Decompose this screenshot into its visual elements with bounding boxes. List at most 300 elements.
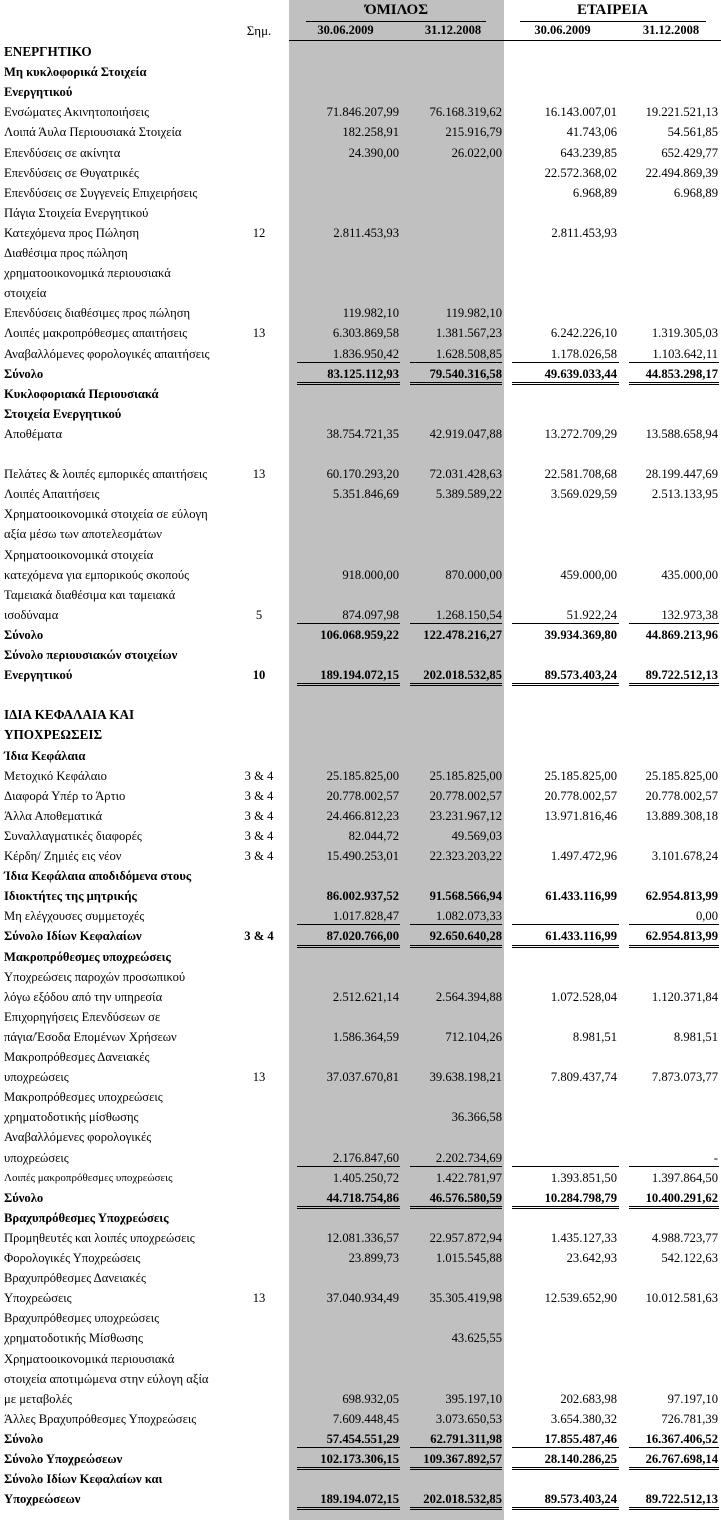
table-row: [0, 1127, 721, 1147]
total-rule: [297, 382, 400, 385]
value-company-2009: 2.811.453,93: [551, 225, 617, 240]
value-group-2008: 46.576.580,59: [429, 1190, 502, 1205]
table-row: [0, 1369, 721, 1389]
row-label: Λοιπά Άυλα Περιουσιακά Στοιχεία: [4, 125, 182, 140]
total-rule: [629, 945, 719, 948]
row-label: Ενσώματες Ακινητοποιήσεις: [4, 105, 150, 120]
table-row: [0, 1087, 721, 1107]
total-rule: [512, 362, 619, 363]
value-company-2008: 10.012.581,63: [645, 1291, 718, 1306]
table-row: [0, 1168, 721, 1188]
table-row: [0, 665, 721, 685]
table-row: [0, 1469, 721, 1489]
row-label: Άλλα Αποθεματικά: [4, 808, 103, 823]
value-company-2009: 25.185.825,00: [544, 768, 617, 783]
row-label: λόγω εξόδου από την υπηρεσία: [4, 989, 163, 1004]
table-row: [0, 947, 721, 967]
table-row: [0, 102, 721, 122]
row-label: Επενδύσεις σε ακίνητα: [4, 145, 121, 160]
value-group-2009: 57.454.551,29: [326, 1431, 399, 1446]
row-label: Σύνολο: [4, 366, 44, 381]
value-company-2008: 1.397.864,50: [651, 1170, 718, 1185]
value-company-2008: 10.400.291,62: [645, 1190, 718, 1205]
value-company-2008: 28.199.447,69: [645, 467, 718, 482]
value-company-2009: 643.239,85: [560, 145, 617, 160]
row-label: Διαθέσιμα προς πώληση: [4, 246, 128, 260]
table-row: [0, 1248, 721, 1268]
total-rule: [512, 1166, 619, 1167]
row-label: Πάγια Στοιχεία Ενεργητικού: [4, 205, 149, 220]
value-company-2008: 1.103.642,11: [652, 346, 718, 361]
table-row: [0, 163, 721, 183]
value-group-2008: 62.791.311,98: [430, 1431, 502, 1446]
row-label: Επιχορηγήσεις Επενδύσεων σε: [4, 1009, 161, 1024]
table-row: [0, 364, 721, 384]
row-label: Σύνολο Ιδίων Κεφαλαίων και: [4, 1472, 163, 1487]
table-row: [0, 565, 721, 585]
value-company-2008: 726.781,39: [661, 1411, 718, 1426]
value-company-2008: 8.981,51: [673, 1029, 718, 1044]
row-label: αξία μέσω των αποτελεσμάτων: [4, 527, 162, 542]
value-group-2009: 182.258,91: [342, 125, 399, 140]
value-group-2009: 6.303.869,58: [332, 326, 399, 341]
row-label: Υποχρεώσεις: [4, 1291, 72, 1306]
value-group-2009: 24.466.812,23: [326, 808, 399, 823]
table-row: [0, 1148, 721, 1168]
total-rule: [512, 1467, 619, 1470]
note-column-header: Σημ.: [246, 23, 272, 38]
value-company-2008: 435.000,00: [661, 567, 718, 582]
row-label: Σύνολο Υποχρεώσεων: [4, 1452, 123, 1466]
table-row: [0, 886, 721, 906]
table-row: [0, 82, 721, 102]
row-label: Ίδια Κεφάλαια αποδιδόμενα στους: [4, 869, 192, 884]
value-group-2008: 1.381.567,23: [435, 326, 502, 341]
value-company-2009: 89.573.403,24: [544, 1492, 617, 1507]
table-row: [0, 846, 721, 866]
table-row: [0, 545, 721, 565]
table-row: [0, 826, 721, 846]
total-rule: [512, 382, 619, 385]
value-group-2009: 15.490.253,01: [326, 849, 399, 863]
row-label: χρηματοδοτικής μίσθωσης: [4, 1110, 139, 1125]
date-header-company-2008: 31.12.2008: [642, 23, 700, 37]
value-group-2008: 43.625,55: [451, 1331, 502, 1346]
row-label: Ενεργητικού: [4, 668, 73, 683]
value-group-2008: 1.015.545,88: [435, 1251, 502, 1265]
table-row: [0, 384, 721, 404]
value-group-2008: 119.982,10: [445, 306, 502, 321]
table-row: [0, 524, 721, 544]
row-label: Χρηματοοικονομικά περιουσιακά: [4, 1351, 175, 1366]
total-rule: [512, 924, 619, 925]
total-rule: [410, 1467, 502, 1470]
row-label: Μακροπρόθεσμες Δανειακές: [4, 1050, 150, 1064]
row-label: χρηματοοικονομικά περιουσιακά: [4, 266, 171, 281]
value-company-2009: 41.743,06: [566, 125, 617, 140]
value-group-2008: 36.366,58: [451, 1110, 502, 1125]
value-company-2008: 13.588.658,94: [645, 426, 718, 441]
row-label: Αναβαλλόμενες φορολογικές απαιτήσεις: [4, 346, 210, 361]
value-company-2009: 16.143.007,01: [544, 105, 617, 120]
total-rule: [297, 623, 400, 624]
row-label: στοιχεία: [4, 286, 47, 301]
table-row: [0, 263, 721, 283]
value-group-2008: 202.018.532,85: [423, 668, 502, 683]
row-label: Ιδιοκτήτες της μητρικής: [4, 889, 137, 904]
value-group-2008: 2.564.394,88: [435, 989, 502, 1004]
value-group-2009: 1.586.364,59: [332, 1029, 399, 1044]
row-label: χρηματοδοτικής Μίσθωσης: [4, 1331, 143, 1346]
value-group-2008: 23.231.967,12: [429, 808, 502, 823]
table-row: [0, 1489, 721, 1509]
table-row: [0, 685, 721, 705]
table-row: [0, 444, 721, 464]
table-row: [0, 967, 721, 987]
row-label: Σύνολο: [4, 627, 44, 642]
value-company-2009: 13.971.816,46: [544, 808, 617, 823]
row-label: Επενδύσεις σε Θυγατρικές: [4, 165, 139, 180]
value-group-2009: 5.351.846,69: [332, 487, 399, 502]
table-row: [0, 143, 721, 163]
row-label: Κέρδη/ Ζημιές εις νέον: [4, 849, 122, 863]
value-company-2009: 61.433.116,99: [545, 889, 617, 904]
row-label: ΙΔΙΑ ΚΕΦΑΛΑΙΑ ΚΑΙ: [4, 707, 135, 723]
total-rule: [410, 945, 502, 948]
total-rule: [512, 683, 619, 686]
table-row: [0, 926, 721, 946]
table-row: [0, 1328, 721, 1348]
total-rule: [297, 1507, 400, 1510]
value-group-2009: 38.754.721,35: [326, 426, 399, 441]
table-row: [0, 1208, 721, 1228]
total-rule: [512, 1206, 619, 1209]
value-group-2009: 1.836.950,42: [332, 346, 399, 361]
value-company-2009: 10.284.798,79: [544, 1190, 617, 1205]
value-company-2008: 6.968,89: [673, 185, 718, 200]
table-row: [0, 1409, 721, 1429]
value-group-2009: 60.170.293,20: [326, 467, 399, 482]
table-row: [0, 323, 721, 343]
value-group-2009: 37.037.670,81: [326, 1070, 399, 1085]
header-bottom-rule: [289, 40, 721, 41]
value-company-2009: 22.581.708,68: [544, 467, 617, 482]
row-label: υποχρεώσεις: [4, 1150, 69, 1165]
total-rule: [297, 924, 400, 925]
table-row: [0, 746, 721, 766]
value-group-2008: 109.367.892,57: [423, 1452, 502, 1466]
table-row: [0, 605, 721, 625]
row-note: 3 & 4: [244, 849, 274, 863]
value-group-2008: 79.540.316,58: [429, 366, 502, 381]
value-group-2009: 698.932,05: [342, 1391, 399, 1406]
value-company-2008: 0,00: [695, 909, 718, 924]
date-header-group-2009: 30.06.2009: [317, 23, 374, 37]
row-label: Κατεχόμενα προς Πώληση: [4, 225, 140, 240]
row-label: ΥΠΟΧΡΕΩΣΕΙΣ: [4, 727, 103, 743]
group-header-rule: [306, 21, 486, 22]
value-company-2008: 3.101.678,24: [651, 849, 718, 863]
value-group-2009: 1.405.250,72: [332, 1170, 399, 1185]
value-company-2008: 1.120.371,84: [651, 989, 718, 1004]
value-company-2009: 22.572.368,02: [544, 165, 617, 180]
value-company-2009: 51.922,24: [566, 607, 617, 622]
row-note: 3 & 4: [244, 768, 274, 783]
value-group-2008: 92.650.640,28: [429, 929, 502, 944]
value-group-2008: 35.305.419,98: [429, 1291, 502, 1306]
value-company-2008: 44.853.298,17: [645, 366, 718, 381]
value-company-2008: 2.513.133,95: [651, 487, 718, 502]
row-note: 3 & 4: [244, 828, 274, 843]
row-label: Λοιπές μακροπρόθεσμες απαιτήσεις: [4, 326, 188, 341]
value-group-2008: 42.919.047,88: [429, 426, 502, 441]
value-company-2009: 6.242.226,10: [550, 326, 617, 341]
value-company-2008: -: [713, 1150, 718, 1165]
value-group-2008: 72.031.428,63: [429, 467, 502, 482]
value-group-2008: 2.202.734,69: [435, 1150, 502, 1165]
value-group-2008: 22.957.872,94: [429, 1230, 502, 1245]
row-label: κατεχόμενα για εμπορικούς σκοπούς: [4, 567, 190, 582]
row-label: Υποχρεώσεις παροχών προσωπικού: [4, 969, 186, 984]
row-note: 13: [252, 1070, 266, 1085]
value-group-2009: 1.017.828,47: [332, 909, 399, 924]
table-row: [0, 122, 721, 142]
row-note: 3 & 4: [244, 929, 274, 944]
value-company-2009: 202.683,98: [560, 1391, 617, 1406]
value-group-2009: 2.512.621,14: [332, 989, 399, 1004]
table-row: [0, 1268, 721, 1288]
total-rule: [629, 382, 719, 385]
total-rule: [297, 945, 400, 948]
value-group-2009: 106.068.959,22: [320, 627, 399, 642]
value-group-2009: 20.778.002,57: [326, 788, 399, 803]
value-group-2009: 189.194.072,15: [320, 1492, 399, 1507]
table-row: [0, 987, 721, 1007]
value-group-2008: 22.323.203,22: [429, 849, 502, 863]
row-label: Σύνολο: [4, 1431, 44, 1446]
value-group-2008: 26.022,00: [451, 145, 502, 160]
value-company-2008: 652.429,77: [661, 145, 718, 160]
row-label: Λοιπές Απαιτήσεις: [4, 487, 100, 502]
row-note: 13: [252, 1291, 266, 1306]
table-row: [0, 705, 721, 725]
table-row: [0, 1067, 721, 1087]
total-rule: [297, 362, 400, 363]
value-company-2009: 6.968,89: [572, 185, 617, 200]
row-label: Άλλες Βραχυπρόθεσμες Υποχρεώσεις: [4, 1411, 197, 1426]
value-company-2008: 19.221.521,13: [645, 105, 718, 120]
total-rule: [629, 362, 719, 363]
row-label: Στοιχεία Ενεργητικού: [4, 406, 122, 421]
table-row: [0, 504, 721, 524]
table-row: [0, 62, 721, 82]
value-group-2009: 7.609.448,45: [332, 1411, 399, 1426]
table-row: [0, 1027, 721, 1047]
value-company-2009: 61.433.116,99: [545, 929, 617, 944]
table-row: [0, 243, 721, 263]
row-label: Βραχυπρόθεσμες υποχρεώσεις: [4, 1311, 160, 1326]
value-group-2009: 918.000,00: [342, 567, 399, 582]
row-note: 12: [252, 225, 266, 240]
table-row: [0, 786, 721, 806]
value-group-2008: 1.422.781,97: [435, 1170, 502, 1185]
value-group-2008: 395.197,10: [445, 1391, 502, 1406]
value-group-2009: 37.040.934,49: [326, 1291, 399, 1306]
value-company-2009: 13.272.709,29: [544, 426, 617, 441]
value-company-2009: 1.393.851,50: [550, 1170, 617, 1185]
total-rule: [629, 623, 719, 624]
total-rule: [410, 623, 502, 624]
total-rule: [410, 1166, 502, 1167]
value-company-2009: 1.497.472,96: [550, 849, 617, 863]
row-label: ΕΝΕΡΓΗΤΙΚΟ: [4, 44, 92, 59]
value-company-2009: 12.539.652,90: [544, 1291, 617, 1306]
row-label: Επενδύσεις σε Συγγενείς Επιχειρήσεις: [4, 185, 198, 200]
table-row: [0, 766, 721, 786]
value-company-2009: 3.654.380,32: [550, 1411, 617, 1426]
total-rule: [410, 1507, 502, 1510]
table-row: [0, 404, 721, 424]
value-group-2008: 91.568.566,94: [429, 889, 502, 904]
value-group-2008: 870.000,00: [445, 567, 502, 582]
row-label: Κυκλοφοριακά Περιουσιακά: [4, 386, 159, 401]
value-group-2008: 1.082.073,33: [435, 909, 502, 924]
row-label: Χρηματοοικονομικά στοιχεία: [4, 547, 154, 562]
row-label: Μη κυκλοφορικά Στοιχεία: [4, 65, 147, 80]
value-company-2008: 26.767.698,14: [645, 1452, 718, 1466]
table-row: [0, 585, 721, 605]
value-company-2009: 39.934.369,80: [544, 627, 617, 642]
row-label: Ίδια Κεφάλαια: [4, 748, 86, 763]
row-label: Μακροπρόθεσμες υποχρεώσεις: [4, 1090, 163, 1105]
value-group-2009: 102.173.306,15: [320, 1452, 399, 1466]
row-label: Αναβαλλόμενες φορολογικές: [4, 1130, 152, 1145]
table-row: [0, 344, 721, 364]
value-company-2009: 20.778.002,57: [544, 788, 617, 803]
value-company-2008: 97.197,10: [667, 1391, 718, 1406]
table-row: [0, 645, 721, 665]
table-row: [0, 625, 721, 645]
row-label: Λοιπές μακροπρόθεσμες υποχρεώσεις: [4, 1171, 173, 1184]
row-label: Πελάτες & λοιπές εμπορικές απαιτήσεις: [4, 467, 208, 482]
value-group-2009: 2.176.847,60: [332, 1150, 399, 1165]
value-company-2008: 25.185.825,00: [645, 768, 718, 783]
value-company-2009: 28.140.286,25: [544, 1452, 617, 1466]
value-group-2008: 122.478.216,27: [423, 627, 502, 642]
total-rule: [410, 924, 502, 925]
value-company-2009: 7.809.437,74: [550, 1070, 617, 1085]
total-rule: [512, 1507, 619, 1510]
row-label: ισοδύναμα: [4, 607, 59, 622]
value-company-2008: 89.722.512,13: [645, 1492, 718, 1507]
value-company-2009: 17.855.487,46: [544, 1431, 617, 1446]
row-label: Υποχρεώσεων: [4, 1492, 81, 1507]
row-label: Σύνολο Ιδίων Κεφαλαίων: [4, 929, 142, 944]
row-label: υποχρεώσεις: [4, 1070, 69, 1085]
total-rule: [512, 1447, 619, 1448]
value-company-2009: 459.000,00: [560, 567, 617, 582]
table-row: [0, 1349, 721, 1369]
value-company-2009: 1.072.528,04: [550, 989, 617, 1004]
table-row: [0, 906, 721, 926]
row-label: Επενδύσεις διαθέσιμες προς πώληση: [4, 306, 191, 321]
value-group-2009: 25.185.825,00: [326, 768, 399, 783]
total-rule: [629, 1507, 719, 1510]
table-row: [0, 42, 721, 62]
total-rule: [629, 683, 719, 686]
table-row: [0, 1389, 721, 1409]
value-company-2009: 89.573.403,24: [544, 668, 617, 683]
total-rule: [410, 683, 502, 686]
date-header-group-2008: 31.12.2008: [424, 23, 482, 37]
table-row: [0, 303, 721, 323]
value-group-2008: 76.168.319,62: [429, 105, 502, 120]
value-group-2009: 2.811.453,93: [333, 225, 399, 240]
table-row: [0, 1288, 721, 1308]
value-company-2008: 54.561,85: [667, 125, 718, 140]
table-row: [0, 1047, 721, 1067]
row-label: Αποθέματα: [4, 426, 63, 441]
row-label: Σύνολο: [4, 1190, 44, 1205]
row-note: 13: [252, 467, 266, 482]
value-group-2009: 189.194.072,15: [320, 668, 399, 683]
total-rule: [297, 1447, 400, 1448]
table-row: [0, 183, 721, 203]
row-note: 3 & 4: [244, 788, 274, 803]
value-group-2009: 86.002.937,52: [326, 889, 399, 904]
value-company-2009: 1.435.127,33: [550, 1230, 617, 1245]
total-rule: [297, 1206, 400, 1209]
value-company-2008: 1.319.305,03: [651, 326, 718, 341]
row-label: Μακροπρόθεσμες υποχρεώσεις: [4, 949, 171, 964]
value-group-2009: 44.718.754,86: [326, 1190, 399, 1205]
table-row: [0, 806, 721, 826]
total-rule: [629, 924, 719, 925]
group-header: ΌΜΙΛΟΣ: [364, 2, 429, 18]
row-label: Μετοχικό Κεφάλαιο: [4, 768, 107, 783]
table-row: [0, 866, 721, 886]
value-company-2008: 44.869.213,96: [645, 627, 718, 642]
value-group-2009: 71.846.207,99: [326, 105, 399, 120]
value-group-2009: 87.020.766,00: [326, 929, 399, 944]
table-row: [0, 725, 721, 745]
row-label: Φορολογικές Υποχρεώσεις: [4, 1251, 141, 1265]
row-label: Σύνολο περιουσιακών στοιχείων: [4, 648, 178, 662]
total-rule: [410, 362, 502, 363]
row-label: με μεταβολές: [4, 1391, 72, 1406]
table-row: [0, 1228, 721, 1248]
value-company-2009: 49.639.033,44: [544, 366, 617, 381]
table-row: [0, 283, 721, 303]
value-group-2008: 215.916,79: [445, 125, 502, 140]
row-label: Βραχυπρόθεσμες Υποχρεώσεις: [4, 1210, 169, 1225]
table-row: [0, 484, 721, 504]
row-note: 5: [255, 607, 263, 622]
table-row: [0, 223, 721, 243]
total-rule: [297, 1166, 400, 1167]
total-rule: [297, 1467, 400, 1470]
value-group-2008: 1.268.150,54: [435, 607, 502, 622]
total-rule: [410, 1447, 502, 1448]
table-row: [0, 203, 721, 223]
value-group-2009: 24.390,00: [348, 145, 399, 160]
table-row: [0, 464, 721, 484]
table-row: [0, 424, 721, 444]
table-row: [0, 1107, 721, 1127]
row-label: Συναλλαγματικές διαφορές: [4, 828, 142, 843]
table-row: [0, 1188, 721, 1208]
row-label: στοιχεία αποτιμώμενα στην εύλογη αξία: [4, 1371, 209, 1386]
